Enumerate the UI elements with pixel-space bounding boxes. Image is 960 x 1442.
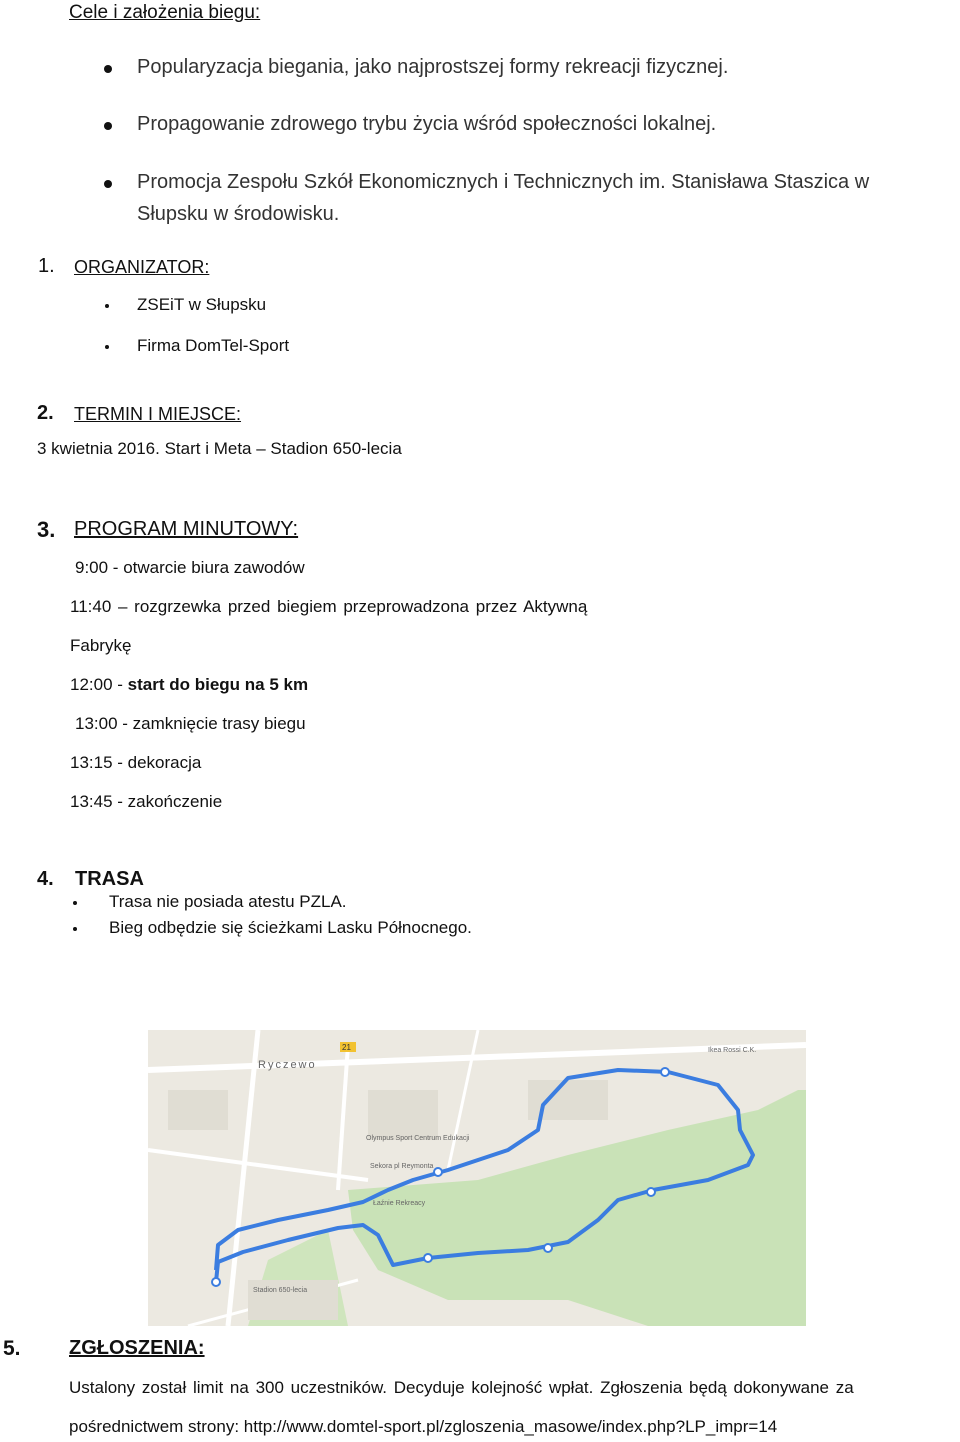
bullet-icon — [105, 304, 109, 308]
bullet-icon — [104, 180, 112, 188]
building-block — [168, 1090, 228, 1130]
map-label-district: Ryczewo — [258, 1059, 317, 1071]
organizer-item: ZSEiT w Słupsku — [137, 295, 267, 314]
bullet-icon — [104, 122, 112, 130]
schedule-item: 9:00 - otwarcie biura zawodów — [75, 558, 305, 577]
registration-text-line1: Ustalony został limit na 300 uczestników. Decyduje kolejność wpłat. Zgłoszenia będą dokonywane za — [69, 1378, 854, 1397]
registration-text-line2: pośrednictwem strony: http://www.domtel-sport.pl/zgloszenia_masowe/index.php?LP_impr=14 — [69, 1417, 778, 1436]
section-number: 5. — [3, 1337, 21, 1360]
route-item: Bieg odbędzie się ścieżkami Lasku Północnego. — [109, 918, 472, 937]
schedule-item-continued: Fabrykę — [70, 636, 132, 655]
bullet-icon — [105, 345, 109, 349]
route-map — [148, 1030, 806, 1326]
map-label-lazienki: Łaźnie Rekreacy — [373, 1200, 426, 1207]
map-label-school: Sekora pl Reymonta — [370, 1163, 434, 1170]
bullet-icon — [73, 901, 77, 905]
route-marker — [212, 1278, 220, 1286]
map-label-road: 21 — [342, 1043, 351, 1052]
route-map-svg — [148, 1030, 806, 1326]
section-title: TRASA — [75, 868, 144, 890]
route-item: Trasa nie posiada atestu PZLA. — [109, 892, 347, 911]
schedule-item: 13:45 - zakończenie — [70, 792, 223, 811]
date-place-text: 3 kwietnia 2016. Start i Meta – Stadion 650-lecia — [37, 439, 402, 458]
schedule-item — [70, 675, 308, 695]
route-marker — [647, 1188, 655, 1196]
organizer-item: Firma DomTel-Sport — [137, 336, 290, 355]
bullet-icon — [73, 927, 77, 931]
schedule-start-text: start do biegu na 5 km — [127, 675, 309, 694]
schedule-item: 13:00 - zamknięcie trasy biegu — [75, 714, 306, 733]
section-number: 2. — [37, 402, 54, 424]
schedule-item: 13:15 - dekoracja — [70, 753, 202, 772]
building-block — [248, 1280, 338, 1320]
goal-item: Popularyzacja biegania, jako najprostszej formy rekreacji fizycznej. — [137, 56, 729, 78]
goal-item: Propagowanie zdrowego trybu życia wśród społeczności lokalnej. — [137, 113, 717, 135]
section-title: PROGRAM MINUTOWY: — [74, 518, 299, 540]
bullet-icon — [104, 65, 112, 73]
section-title: ORGANIZATOR: — [74, 257, 210, 277]
route-marker — [424, 1254, 432, 1262]
goal-item: Promocja Zespołu Szkół Ekonomicznych i Technicznych im. Stanisława Staszica w — [137, 171, 870, 193]
schedule-time: 12:00 - — [70, 675, 128, 694]
route-marker — [544, 1244, 552, 1252]
building-block — [368, 1090, 438, 1140]
intro-title: Cele i założenia biegu: — [69, 2, 261, 23]
schedule-item: 11:40 – rozgrzewka przed biegiem przeprowadzona przez Aktywną — [70, 597, 588, 616]
section-number: 3. — [37, 517, 56, 542]
section-number: 4. — [37, 868, 54, 890]
section-title: TERMIN I MIEJSCE: — [74, 404, 242, 424]
section-number: 1. — [38, 255, 55, 277]
route-marker — [434, 1168, 442, 1176]
route-marker — [661, 1068, 669, 1076]
map-label-shop: Ikea Rossi C.K. — [708, 1047, 757, 1054]
section-title: ZGŁOSZENIA: — [69, 1337, 205, 1359]
map-label-center: Olympus Sport Centrum Edukacji — [366, 1135, 470, 1142]
map-label-stadium: Stadion 650-lecia — [253, 1287, 308, 1294]
goal-item-continued: Słupsku w środowisku. — [137, 203, 340, 225]
